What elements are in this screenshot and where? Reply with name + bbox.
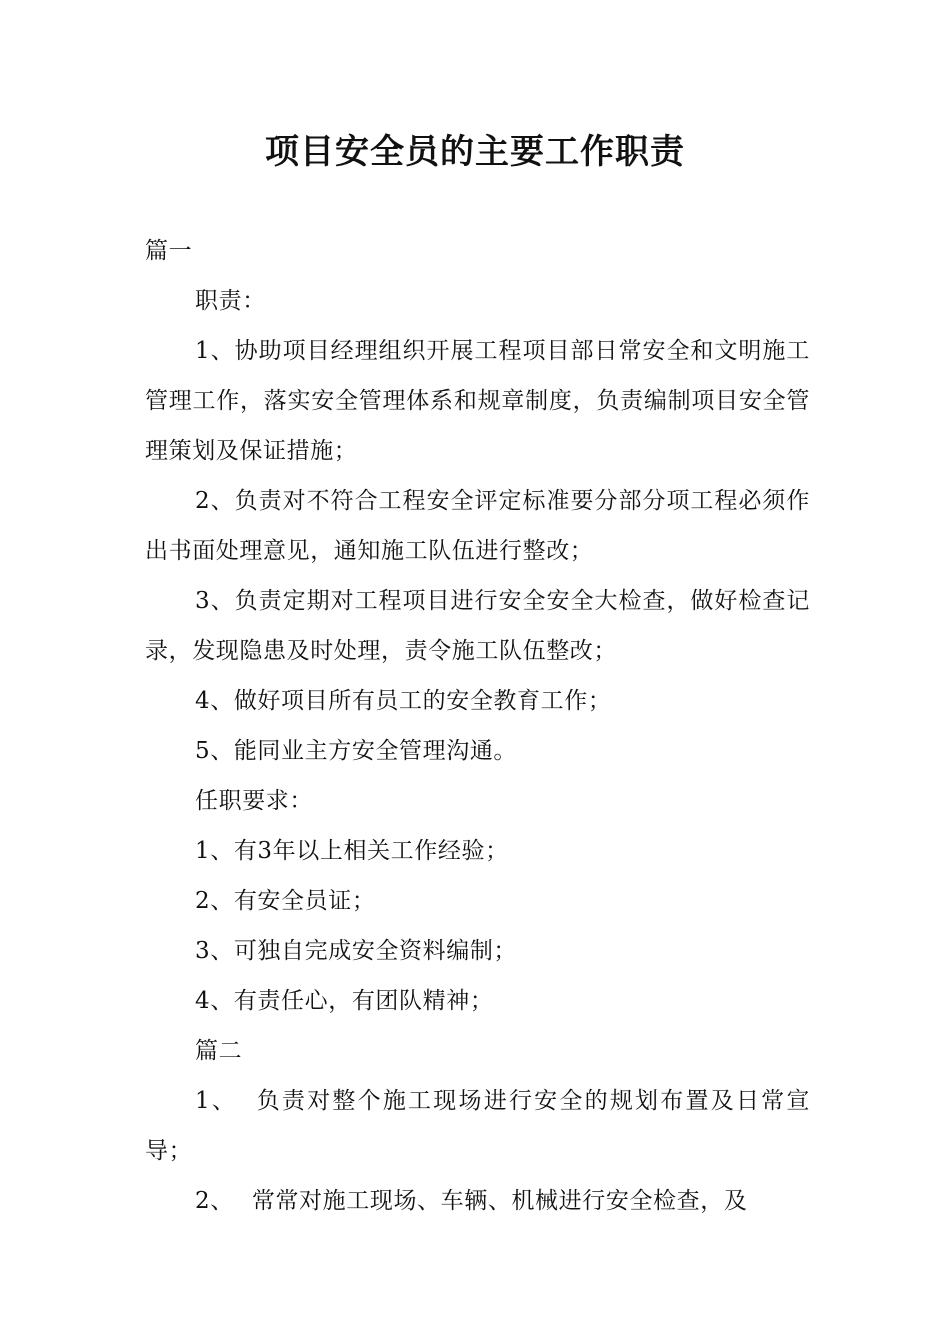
duty-item-5: 5、能同业主方安全管理沟通。 <box>195 738 518 764</box>
section2-item-1-number: 1、 <box>195 1088 238 1114</box>
requirement-item-3: 3、可独自完成安全资料编制； <box>195 938 518 964</box>
requirements-heading: 任职要求： <box>195 788 313 814</box>
section2-item-2 <box>145 1176 810 1226</box>
section-heading-1: 篇一 <box>145 238 193 264</box>
document-body <box>145 226 810 1226</box>
duty-item-2: 2、负责对不符合工程安全评定标准要分部分项工程必须作出书面处理意见，通知施工队伍进行整改； <box>145 488 810 564</box>
document-title: 项目安全员的主要工作职责 <box>265 132 685 172</box>
section-heading-2: 篇二 <box>195 1038 243 1064</box>
section2-item-1-text: 负责对整个施工现场进行安全的规划布置及日常宣导； <box>145 1088 811 1164</box>
duty-item-3: 3、负责定期对工程项目进行安全安全大检查，做好检查记录，发现隐患及时处理，责令施工队伍整改； <box>145 588 810 664</box>
requirement-item-1: 1、有3年以上相关工作经验； <box>195 838 509 864</box>
section2-item-2-text: 常常对施工现场、车辆、机械进行安全检查，及 <box>251 1188 748 1214</box>
requirement-item-2: 2、有安全员证； <box>195 888 376 914</box>
section2-item-2-number: 2、 <box>195 1188 234 1214</box>
section2-item-1 <box>145 1076 810 1176</box>
duty-item-4: 4、做好项目所有员工的安全教育工作； <box>195 688 612 714</box>
duties-heading: 职责： <box>195 288 266 314</box>
requirement-item-4: 4、有责任心，有团队精神； <box>195 988 494 1014</box>
duty-item-1: 1、协助项目经理组织开展工程项目部日常安全和文明施工管理工作，落实安全管理体系和规章制度，负责编制项目安全管理策划及保证措施； <box>145 338 810 464</box>
